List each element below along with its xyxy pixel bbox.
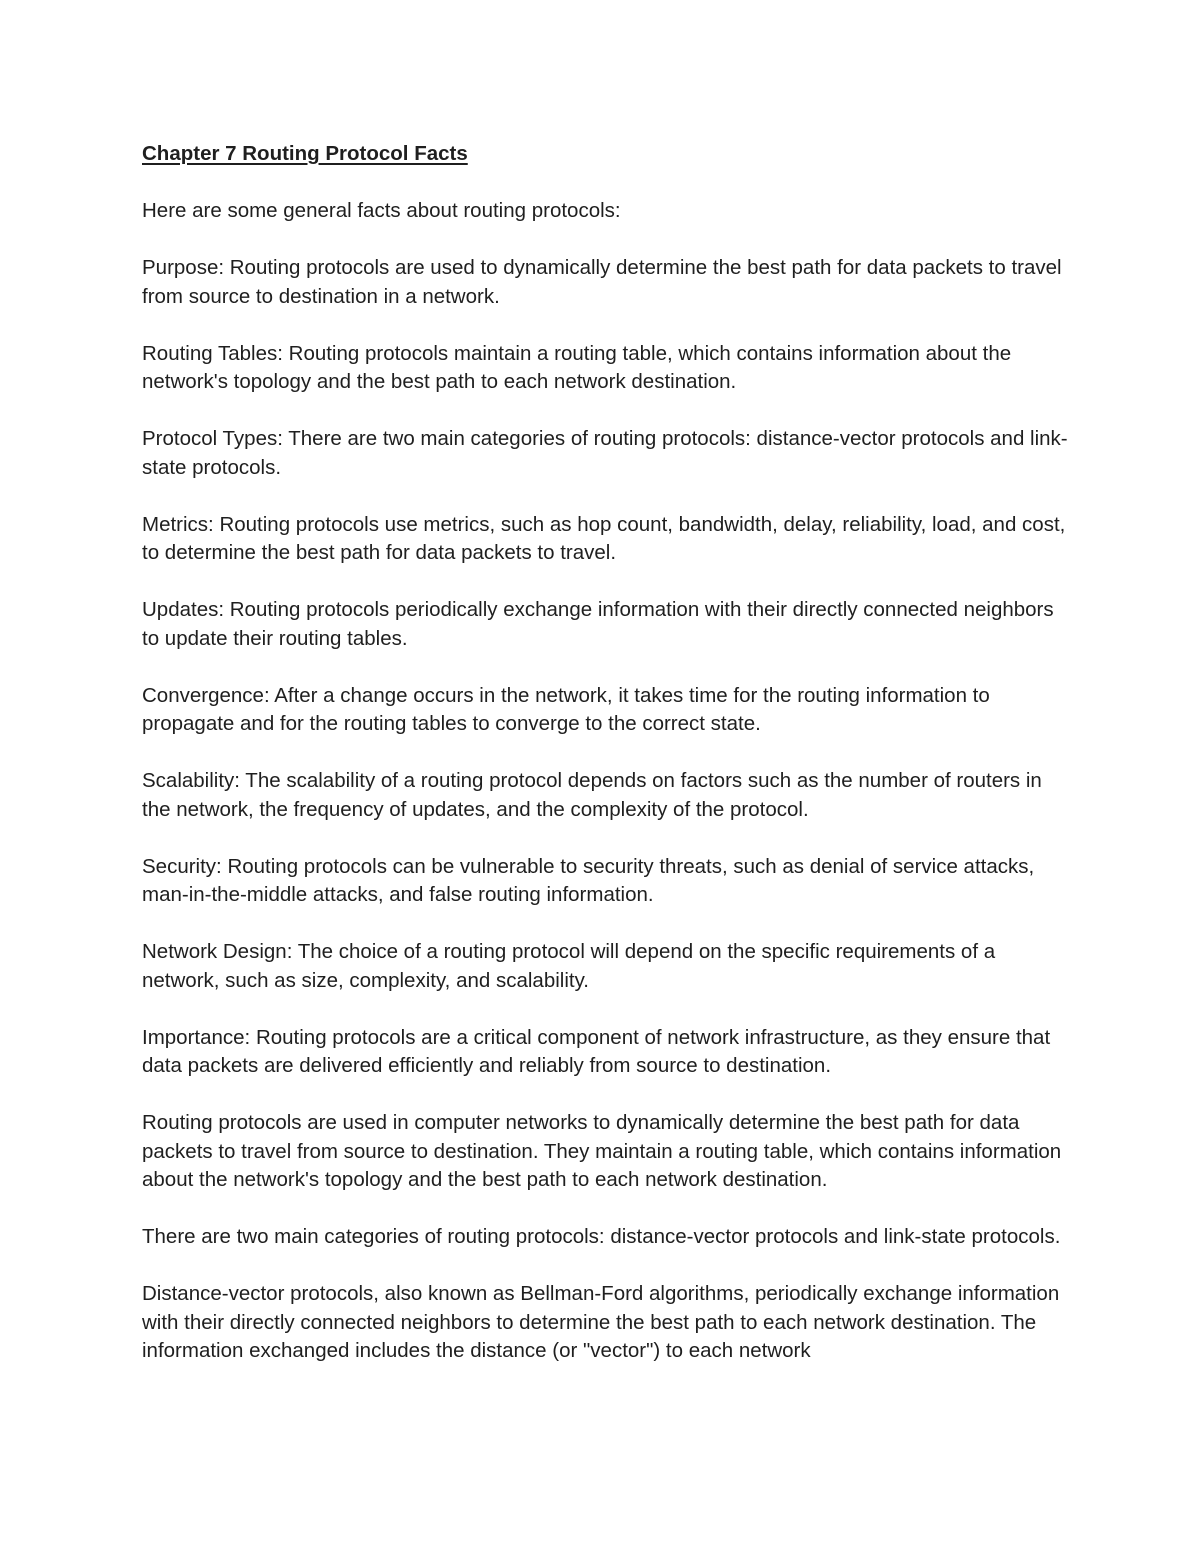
routing-tables-paragraph: Routing Tables: Routing protocols maintain a routing table, which contains information about the network's topology and the best path to each network destination.	[142, 341, 1012, 393]
metrics-paragraph: Metrics: Routing protocols use metrics, such as hop count, bandwidth, delay, reliability, load, and cost, to determine the best path for data packets to travel.	[142, 512, 1066, 564]
document-title: Chapter 7 Routing Protocol Facts	[142, 142, 468, 165]
security-paragraph: Security: Routing protocols can be vulnerable to security threats, such as denial of service attacks, man-in-the-middle attacks, and false routing information.	[142, 854, 1035, 906]
distance-vector-paragraph: Distance-vector protocols, also known as Bellman-Ford algorithms, periodically exchange information with their directly connected neighbors to determine the best path to each network destination. The information exchanged includes the distance (or "vector") to each network	[142, 1282, 1060, 1362]
purpose-paragraph: Purpose: Routing protocols are used to dynamically determine the best path for data packets to travel from source to destination in a network.	[142, 256, 1062, 308]
categories-paragraph: There are two main categories of routing protocols: distance-vector protocols and link-state protocols.	[142, 1225, 1061, 1248]
updates-paragraph: Updates: Routing protocols periodically exchange information with their directly connected neighbors to update their routing tables.	[142, 598, 1054, 650]
protocol-types-paragraph: Protocol Types: There are two main categories of routing protocols: distance-vector protocols and link-state protocols.	[142, 427, 1068, 479]
convergence-paragraph: Convergence: After a change occurs in the network, it takes time for the routing information to propagate and for the routing tables to converge to the correct state.	[142, 683, 990, 735]
summary-paragraph: Routing protocols are used in computer networks to dynamically determine the best path for data packets to travel from source to destination. They maintain a routing table, which contains information about the network's topology and the best path to each network destination.	[142, 1111, 1062, 1191]
importance-paragraph: Importance: Routing protocols are a critical component of network infrastructure, as they ensure that data packets are delivered efficiently and reliably from source to destination.	[142, 1025, 1051, 1077]
document-body	[142, 140, 1072, 1366]
network-design-paragraph: Network Design: The choice of a routing protocol will depend on the specific requirements of a network, such as size, complexity, and scalability.	[142, 940, 996, 992]
intro-paragraph: Here are some general facts about routing protocols:	[142, 199, 621, 222]
scalability-paragraph: Scalability: The scalability of a routing protocol depends on factors such as the number of routers in the network, the frequency of updates, and the complexity of the protocol.	[142, 769, 1042, 821]
